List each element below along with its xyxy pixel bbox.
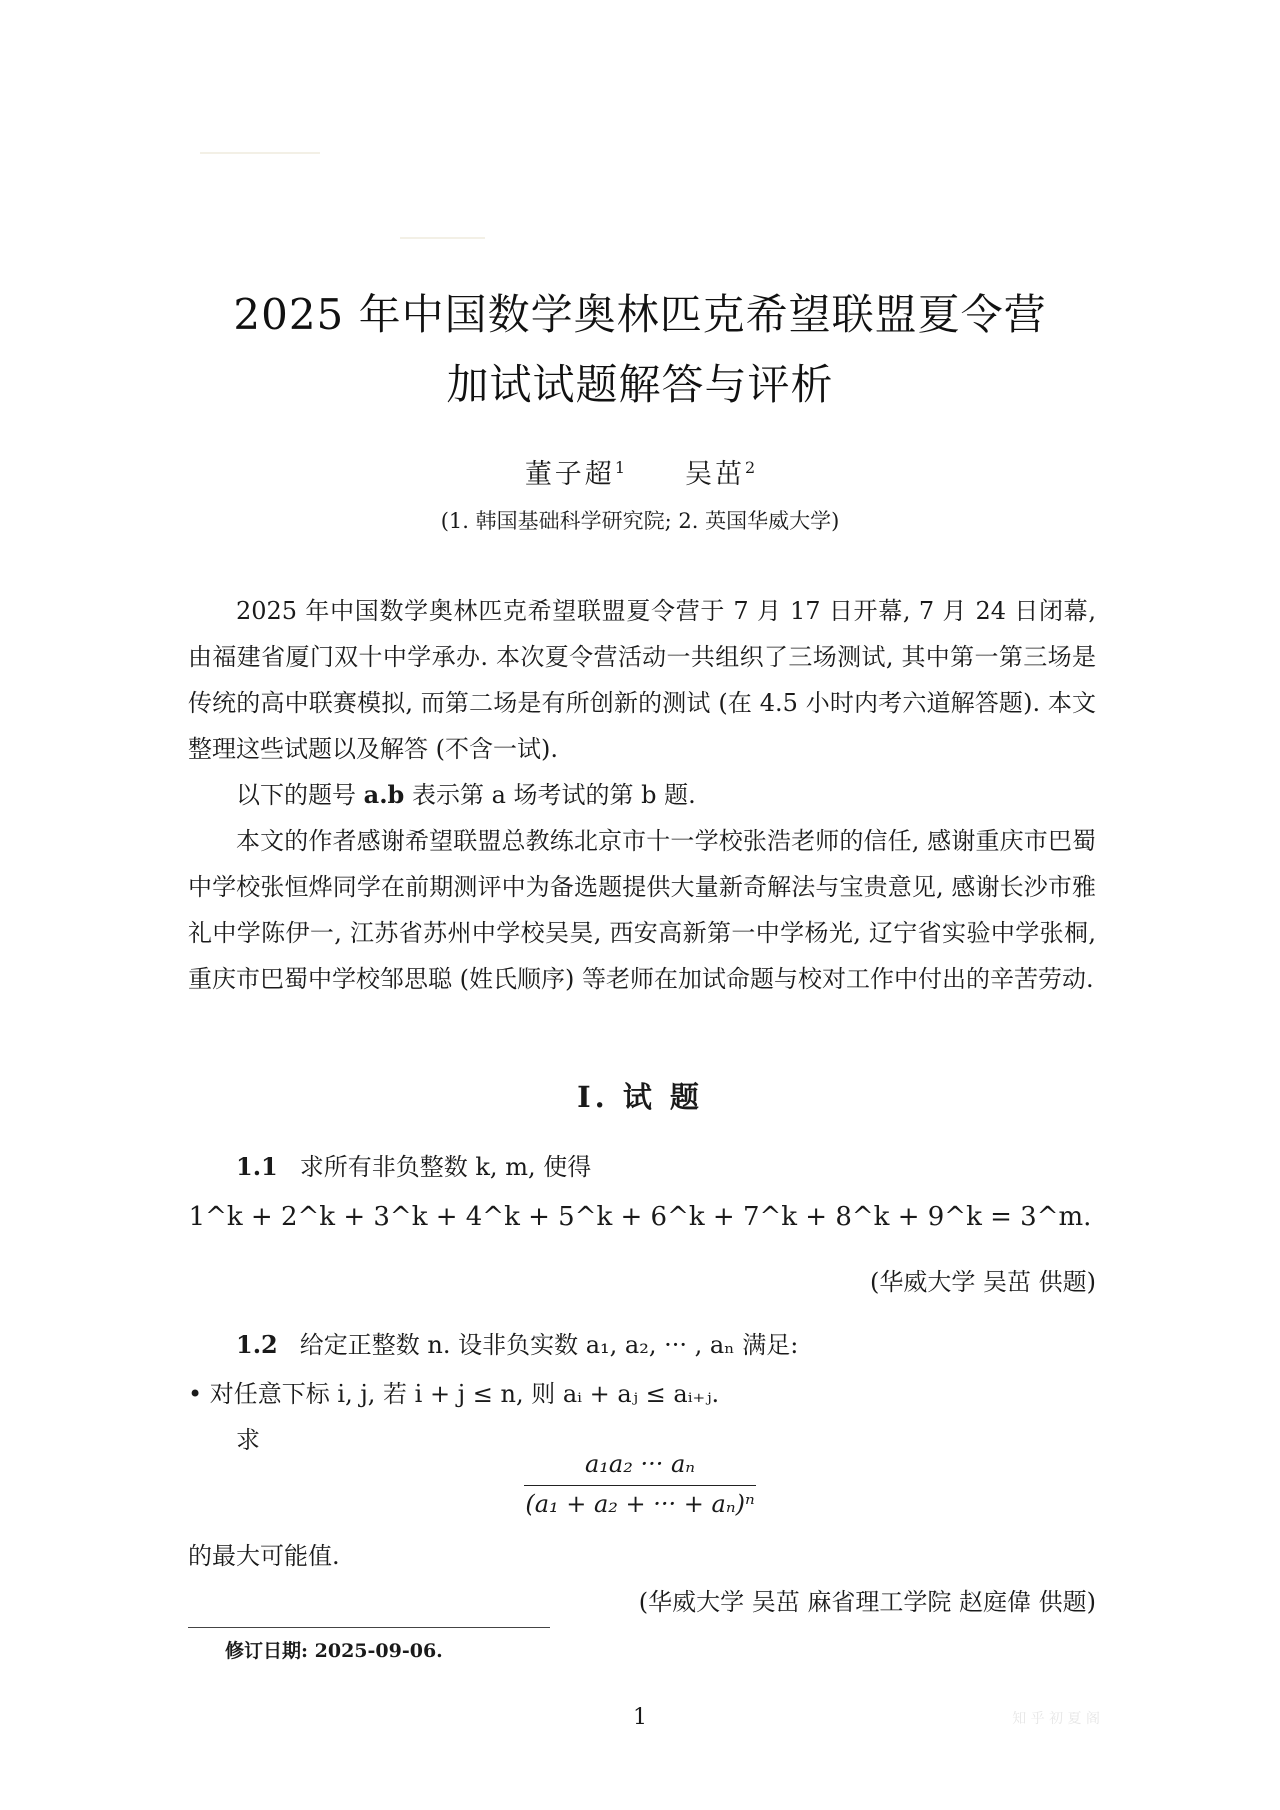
problem-1-2-tail: 的最大可能值. <box>188 1542 340 1570</box>
fraction-numerator: a₁a₂ ··· aₙ <box>584 1450 696 1478</box>
problem-1-2-ask: 求 <box>236 1426 260 1454</box>
affiliations: (1. 韩国基础科学研究院; 2. 英国华威大学) <box>440 509 840 533</box>
problem-number: 1.2 <box>236 1330 278 1359</box>
problem-1-1-credit: (华威大学 吴茁 供题) <box>870 1268 1096 1296</box>
fraction-denominator: (a₁ + a₂ + ··· + aₙ)ⁿ <box>525 1490 755 1518</box>
page-number: 1 <box>633 1705 647 1730</box>
author-list <box>0 452 1280 491</box>
acknowledgement-paragraph: 本文的作者感谢希望联盟总教练北京市十一学校张浩老师的信任, 感谢重庆市巴蜀中学校张恒烨同学在前期测评中为备选题提供大量新奇解法与宝贵意见, 感谢长沙市雅礼中学陈伊一, 江苏省苏州中学校吴昊, 西安高新第一中学杨光, 辽宁省实验中学张桐, 重庆市巴蜀中学校邹思聪 (姓氏顺序) 等老师在加试命题与校对工作中付出的辛苦劳动. <box>188 827 1096 993</box>
faint-header-mark <box>400 237 485 239</box>
numbering-note: 以下的题号 a.b 表示第 a 场考试的第 b 题. <box>236 780 696 809</box>
affiliation-mark: 2 <box>745 458 756 477</box>
problem-1-1-statement <box>236 1147 591 1182</box>
problem-1-2-condition: • 对任意下标 i, j, 若 i + j ≤ n, 则 aᵢ + aⱼ ≤ aᵢ₊ⱼ. <box>188 1380 720 1408</box>
problem-text: 求所有非负整数 k, m, 使得 <box>299 1153 592 1181</box>
faint-header-mark <box>200 152 320 154</box>
author-name: 董子超 <box>524 459 615 490</box>
problem-1-2-credit: (华威大学 吴茁 麻省理工学院 赵庭偉 供题) <box>638 1588 1096 1616</box>
revision-date-footnote: 修订日期: 2025-09-06. <box>225 1640 443 1662</box>
footnote-rule <box>188 1627 550 1628</box>
paper-title-line1: 2025 年中国数学奥林匹克希望联盟夏令营 <box>233 290 1047 339</box>
section-heading: I. 试 题 <box>577 1080 703 1114</box>
equation-text: 1^k + 2^k + 3^k + 4^k + 5^k + 6^k + 7^k + 8^k + 9^k = 3^m. <box>188 1202 1092 1232</box>
intro-section <box>188 588 1096 1002</box>
problem-1-2-statement <box>236 1325 798 1360</box>
problem-text: 给定正整数 n. 设非负实数 a₁, a₂, ··· , aₙ 满足: <box>299 1331 799 1359</box>
problem-number: 1.1 <box>236 1152 278 1181</box>
fraction-bar <box>524 1485 756 1486</box>
intro-paragraph: 2025 年中国数学奥林匹克希望联盟夏令营于 7 月 17 日开幕, 7 月 24 日闭幕, 由福建省厦门双十中学承办. 本次夏令营活动一共组织了三场测试, 其中第一第三场是传统的高中联赛模拟, 而第二场是有所创新的测试 (在 4.5 小时内考六道解答题). 本文整理这些试题以及解答 (不含一试). <box>188 597 1096 763</box>
paper-title-line2: 加试试题解答与评析 <box>446 360 834 409</box>
problem-1-1-equation <box>0 1202 1280 1232</box>
author-name: 吴茁 <box>685 459 745 490</box>
watermark: 知 乎 初 夏 阁 <box>1012 1711 1100 1727</box>
affiliation-mark: 1 <box>614 458 625 477</box>
